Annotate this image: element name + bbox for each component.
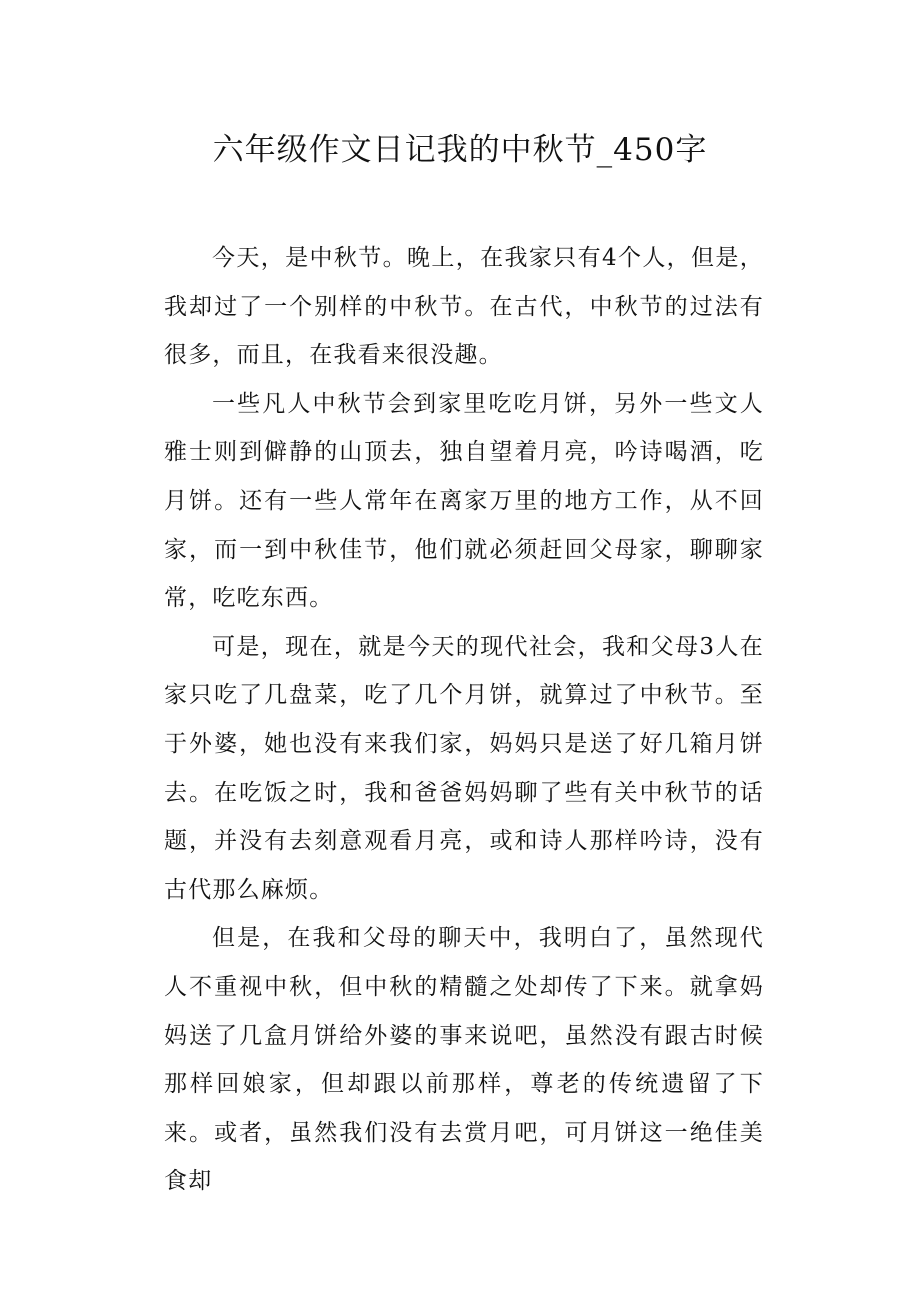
document-body: [164, 234, 764, 1206]
paragraph-2: 一些凡人中秋节会到家里吃吃月饼，另外一些文人雅士则到僻静的山顶去，独自望着月亮，吟诗喝酒，吃月饼。还有一些人常年在离家万里的地方工作，从不回家，而一到中秋佳节，他们就必须赶回父母家，聊聊家常，吃吃东西。: [164, 390, 764, 612]
paragraph-3: 可是，现在，就是今天的现代社会，我和父母3人在家只吃了几盘菜，吃了几个月饼，就算过了中秋节。至于外婆，她也没有来我们家，妈妈只是送了好几箱月饼去。在吃饭之时，我和爸爸妈妈聊了些有关中秋节的话题，并没有去刻意观看月亮，或和诗人那样吟诗，没有古代那么麻烦。: [164, 633, 764, 903]
paragraph-1: 今天，是中秋节。晚上，在我家只有4个人，但是，我却过了一个别样的中秋节。在古代，中秋节的过法有很多，而且，在我看来很没趣。: [164, 245, 764, 369]
paragraph-4: 但是，在我和父母的聊天中，我明白了，虽然现代人不重视中秋，但中秋的精髓之处却传了下来。就拿妈妈送了几盒月饼给外婆的事来说吧，虽然没有跟古时候那样回娘家，但却跟以前那样，尊老的传统遗留了下来。或者，虽然我们没有去赏月吧，可月饼这一绝佳美食却: [164, 925, 764, 1195]
document-title: 六年级作文日记我的中秋节_450字: [212, 132, 708, 168]
